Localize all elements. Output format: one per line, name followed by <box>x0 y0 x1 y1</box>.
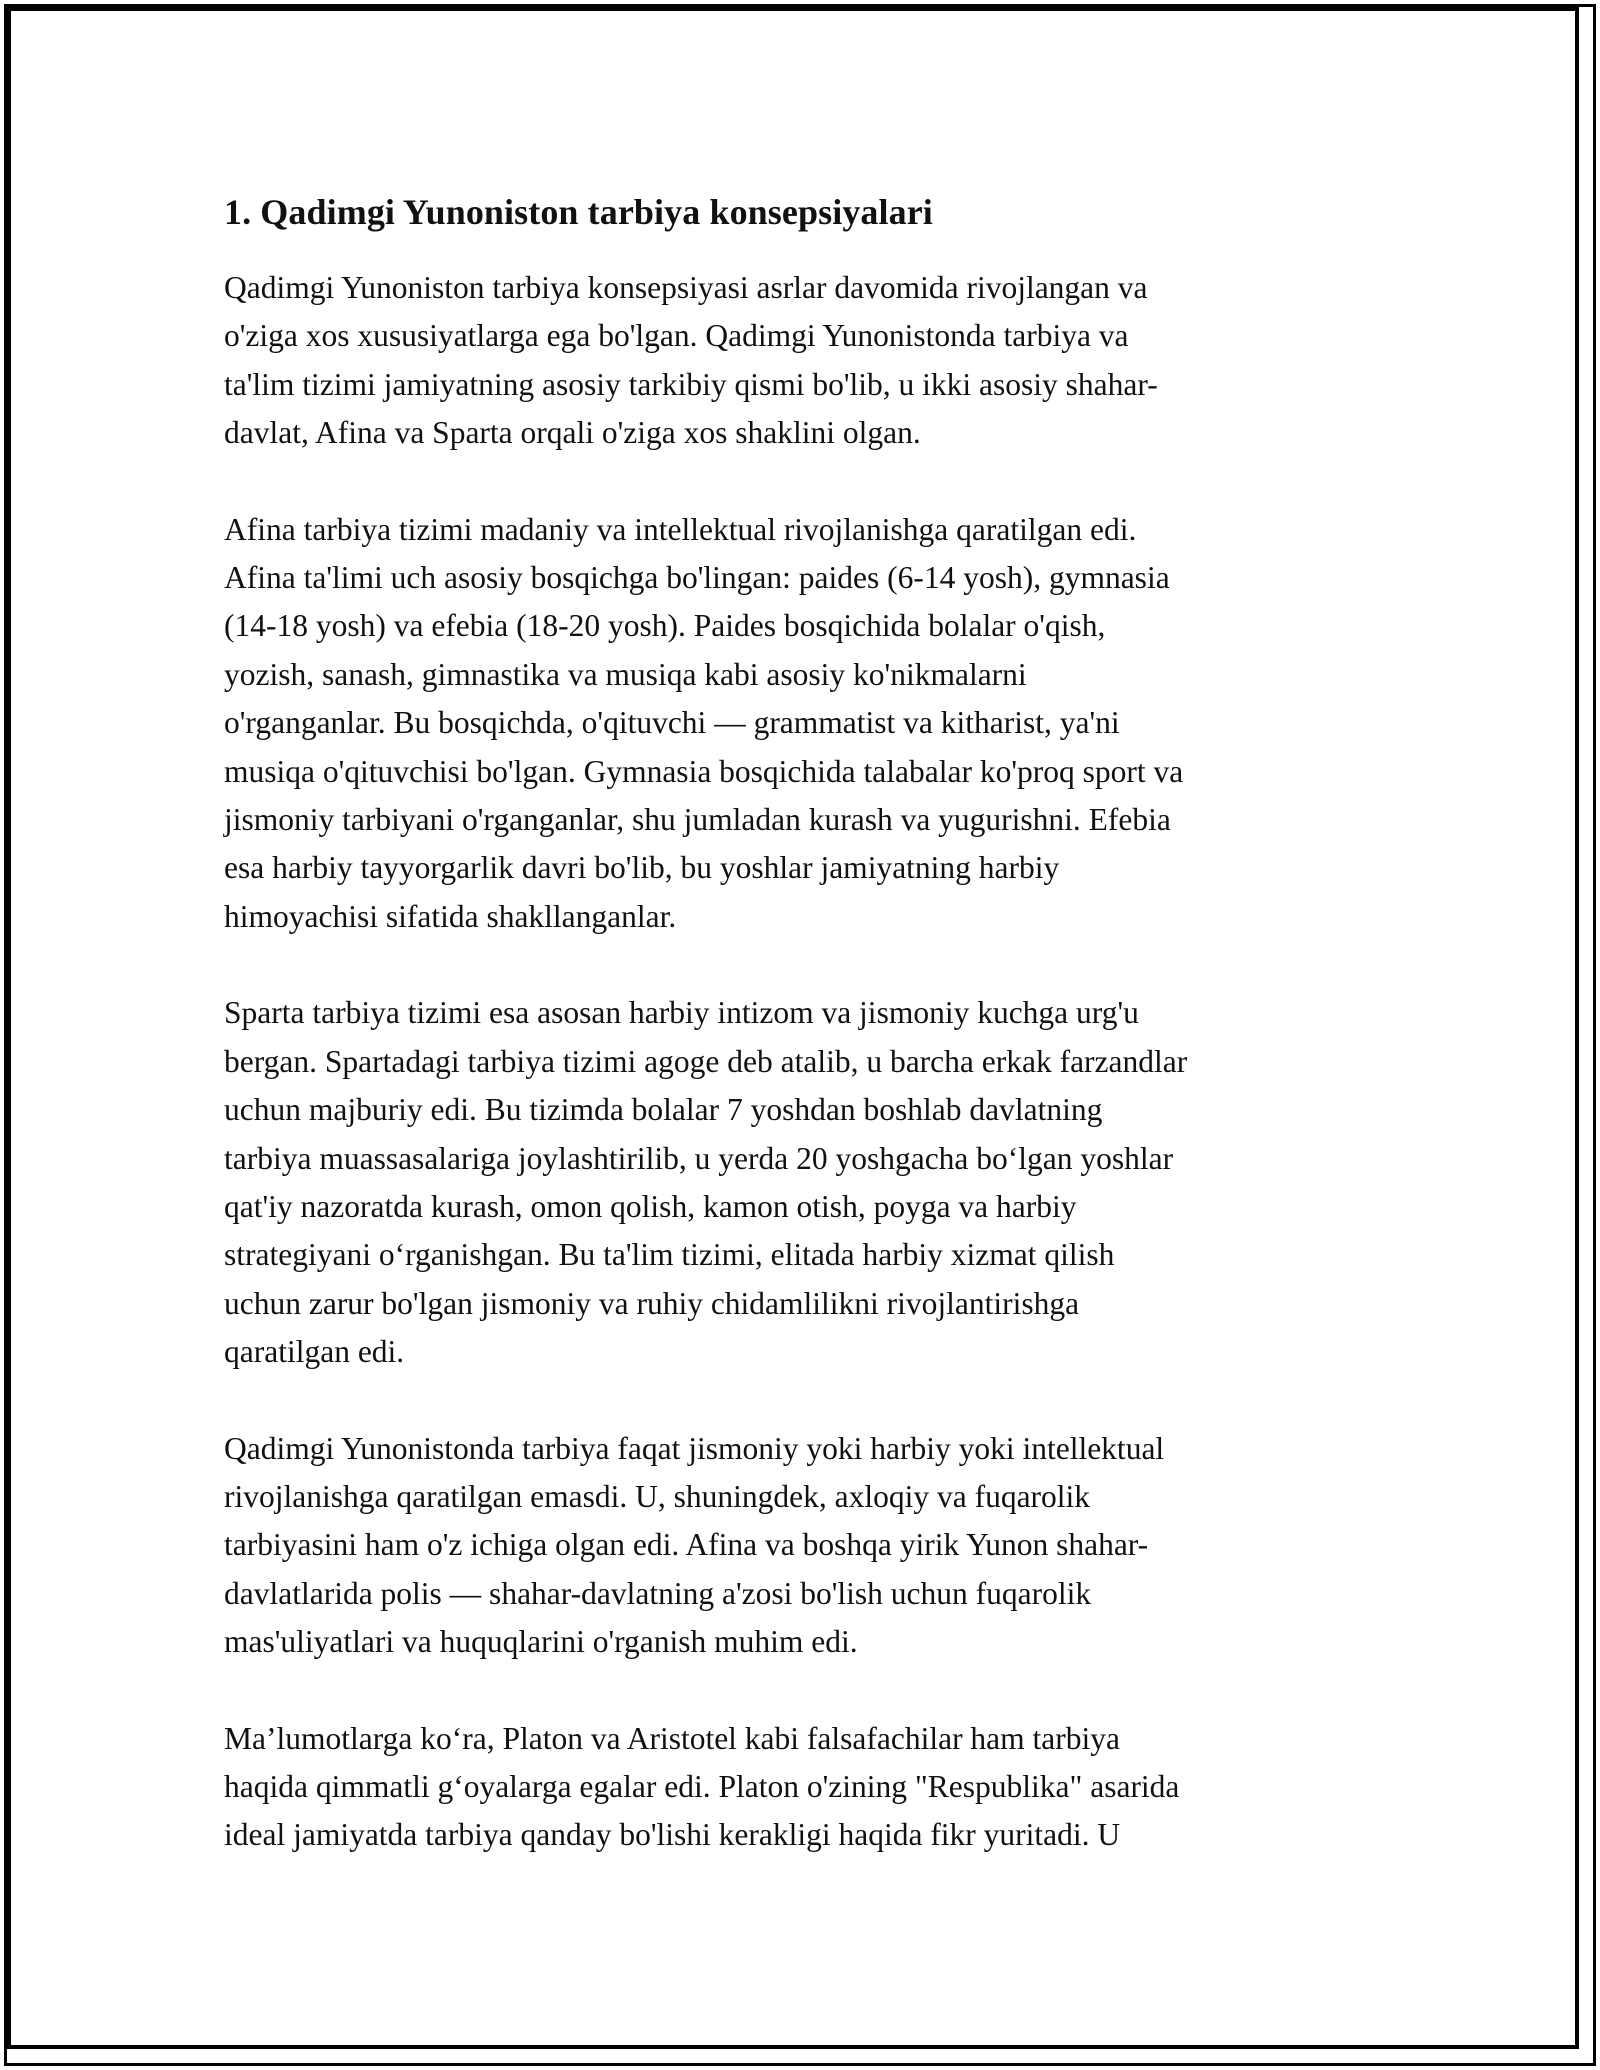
paragraph-civic-education: Qadimgi Yunonistonda tarbiya faqat jismoniy yoki harbiy yoki intellektual rivojlanishga qaratilgan emasdi. U, shuningdek, axloqiy va fuqarolik tarbiyasini ham o'z ichiga olgan edi. Afina va boshqa yirik Yunon shahar- davlatlarida polis — shahar-davlatning a'zosi bo'lish uchun fuqarolik mas'uliyatlari va huquqlarini o'rganish muhim edi. <box>224 1430 1165 1660</box>
paragraph-athens: Afina tarbiya tizimi madaniy va intellektual rivojlanishga qaratilgan edi. Afina ta'limi uch asosiy bosqichga bo'lingan: paides (6-14 yosh), gymnasia (14-18 yosh) va efebia (18-20 yosh). Paides bosqichida bolalar o'qish, yozish, sanash, gimnastika va musiqa kabi asosiy ko'nikmalarni o'rganganlar. Bu bosqichda, o'qituvchi — grammatist va kitharist, ya'ni musiqa o'qituvchisi bo'lgan. Gymnasia bosqichida talabalar ko'proq sport va jismoniy tarbiyani o'rganganlar, shu jumladan kurash va yugurishni. Efebia esa harbiy tayyorgarlik davri bo'lib, bu yoshlar jamiyatning harbiy himoyachisi sifatida shakllanganlar. <box>224 511 1184 934</box>
paragraph-sparta: Sparta tarbiya tizimi esa asosan harbiy intizom va jismoniy kuchga urg'u bergan. Spartadagi tarbiya tizimi agoge deb atalib, u barcha erkak farzandlar uchun majburiy edi. Bu tizimda bolalar 7 yoshdan boshlab davlatning tarbiya muassasalariga joylashtirilib, u yerda 20 yoshgacha bo‘lgan yoshlar qat'iy nazoratda kurash, omon qolish, kamon otish, poyga va harbiy strategiyani o‘rganishgan. Bu ta'lim tizimi, elitada harbiy xizmat qilish uchun zarur bo'lgan jismoniy va ruhiy chidamlilikni rivojlantirishga qaratilgan edi. <box>224 995 1188 1370</box>
paragraph-intro: Qadimgi Yunoniston tarbiya konsepsiyasi asrlar davomida rivojlangan va o'ziga xos xususiyatlarga ega bo'lgan. Qadimgi Yunonistonda tarbiya va ta'lim tizimi jamiyatning asosiy tarkibiy qismi bo'lib, u ikki asosiy shahar- davlat, Afina va Sparta orqali o'ziga xos shaklini olgan. <box>224 270 1158 451</box>
paragraph-philosophers: Ma’lumotlarga ko‘ra, Platon va Aristotel kabi falsafachilar ham tarbiya haqida qimmatli g‘oyalarga egalar edi. Platon o'zining "Respublika" asarida ideal jamiyatda tarbiya qanday bo'lishi kerakligi haqida fikr yuritadi. U <box>224 1720 1180 1853</box>
section-heading: 1. Qadimgi Yunoniston tarbiya konsepsiyalari <box>224 192 933 232</box>
document-body <box>224 184 1374 1908</box>
